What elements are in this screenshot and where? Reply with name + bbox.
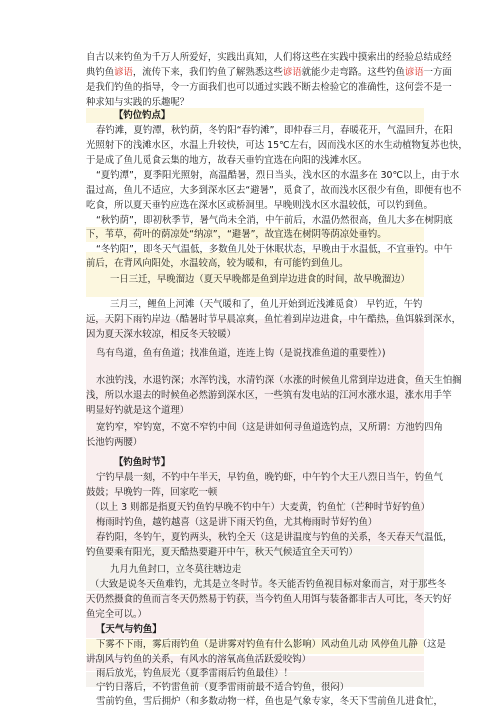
- intro-text: 典钓鱼: [86, 67, 115, 78]
- intro-line-1: 自古以来钓鱼为千万人所爱好，实践出真知，人们将这些在实践中摸索出的经验总结成经: [86, 52, 452, 63]
- section-heading-fishing-spots: 【钓位钓点】: [114, 110, 171, 121]
- paragraph-line: 明显好钓就是这个道理）: [86, 405, 190, 416]
- paragraph-line: 吃食，所以夏天垂钓应选在深水区或桥洞里。早晚则浅水区水温较低，可以钓到鱼。: [86, 200, 433, 211]
- paragraph-line: “秋钓荫”，即初秋季节，暑气尚未全消，中午前后，水温仍然很高，鱼儿大多在树阴底: [96, 215, 453, 226]
- paragraph-line: 九月九鱼封口，立冬莫往塘边走: [110, 564, 242, 575]
- paragraph-line: 浅，所以水退去的时候鱼必然游到深水区，一些筑有发电站的江河水涨水退，涨水用手竿: [86, 390, 452, 401]
- intro-text: 就能少走弯路。这些钓鱼: [301, 67, 405, 78]
- section-heading-weather-and-fishing: 【天气与钓鱼】: [96, 624, 162, 635]
- paragraph-line: 水浊钓浅，水退钓深；水浑钓浅，水清钓深（水涨的时候鱼儿常到岸边进食，鱼天生怕搁: [96, 375, 462, 386]
- paragraph-line: 雪前钓鱼，雪后拥炉（和多数动物一样，鱼也是气象专家，冬天下雪前鱼儿进食忙，: [96, 696, 443, 707]
- paragraph-line: “夏钓潭”，夏季阳光照射，高温酷暑，烈日当头，浅水区的水温多在 30℃以上，由于水: [96, 170, 460, 181]
- paragraph-line: 下，苇草，荷叶的荫凉处“纳凉”，“避暑”，故宜选在树阴等荫凉处垂钓。: [86, 229, 387, 240]
- intro-text: 一方面: [423, 67, 452, 78]
- paragraph-line: 光照射下的浅滩水区，水温上升较快，可达 15℃左右，因而浅水区的水生动植物复苏也快，: [86, 140, 468, 151]
- paragraph-line: 春钓滩，夏钓潭，秋钓荫，冬钓阳“春钓滩”，即仲春三月，春暖花开，气温回升，在阳: [96, 125, 453, 136]
- proverb-keyword: 谚语: [404, 67, 424, 78]
- paragraph-line: 因为夏天深水较凉，相反冬天较暖）: [86, 329, 237, 340]
- paragraph-line: 讲刮风与钓鱼的关系，有风水的溶氧高鱼活跃爱咬钩）: [86, 654, 312, 665]
- intro-line-2: [86, 65, 452, 80]
- paragraph-line: 下雾不下雨，雾后雨钓鱼（是讲雾对钓鱼有什么影响）风动鱼儿动 风停鱼儿静（这是: [96, 639, 446, 650]
- paragraph-line: 春钓阳，冬钓午，夏钓两头，秋钓全天（这是讲温度与钓鱼的关系，冬天春天气温低，: [96, 532, 453, 543]
- paragraph-line: 鱼完全可以。）: [86, 609, 147, 620]
- paragraph-line: （大致是说冬天鱼难钓，尤其是立冬时节。冬天能否钓鱼视目标对象而言，对于那些冬: [90, 579, 447, 590]
- paragraph-line: 宁钓日落后，不钓雷鱼前（夏季雷雨前最不适合钓鱼，很闷）: [96, 682, 350, 693]
- paragraph-line: 梅雨时钓鱼，越钓越喜（这是讲下雨天钓鱼，尤其梅雨时节好钓鱼）: [96, 517, 378, 528]
- paragraph-line: （以上 3 则都是指夏天钓鱼钓早晚不钓中午）大麦黄，钓鱼忙（芒种时节好钓鱼）: [90, 502, 431, 513]
- paragraph-line: 天仍然摄食的鱼而言冬天仍然易于钓获，当今钓鱼人用饵与装备都非古人可比，冬天钓好: [86, 594, 452, 605]
- intro-text: ，流传下来，我们钓鱼了解熟悉这些: [132, 67, 283, 78]
- paragraph-line: 雨后放光，钓鱼辰光（夏季雷雨后钓鱼最佳）！: [96, 668, 293, 679]
- paragraph-line: 宁钓早晨一刻，不钓中午半天，早钓鱼，晚钓虾，中午钓个大王八烈日当午，钓鱼气: [96, 472, 443, 483]
- intro-line-3: 是我们钓鱼的指导，令一方面我们也可以通过实践不断去检验它的准确性，这何尝不是一: [86, 82, 452, 93]
- paragraph-line: 前后，在背风向阳处，水温较高，较为暖和，有可能钓到鱼儿。: [86, 258, 349, 269]
- paragraph-line: 一日三迁，早晚溜边（夏天早晚都是鱼到岸边进食的时间，故早晚溜边）: [110, 274, 411, 285]
- proverb-keyword: 谚语: [282, 67, 302, 78]
- paragraph-line: 三月三，鲤鱼上河滩（天气暖和了，鱼儿开始到近浅滩觅食） 早钓近，午钓: [110, 299, 423, 310]
- paragraph-line: 温过高，鱼儿不适应，大多到深水区去“避暑”，觅食了，故而浅水区很少有鱼，即便有也不: [86, 185, 462, 196]
- paragraph-line: 远，天阴下雨钓岸边（酷暑时节早晨凉爽，鱼忙着到岸边进食，中午酷热，鱼饵躲到深水，: [86, 314, 462, 325]
- intro-line-4: 种求知与实践的乐趣呢？: [86, 97, 190, 108]
- paragraph-line: 宽钓窄，窄钓宽，不宽不窄钓中间（这是讲如何寻鱼道选钓点，又所谓：方池钓四角: [96, 422, 443, 433]
- section-heading-fishing-seasons: 【钓鱼时节】: [114, 457, 171, 468]
- paragraph-line: 钓鱼要乘有阳光，夏天酷热要避开中午，秋天气候适宜全天可钓）: [86, 547, 358, 558]
- paragraph-line: 长池钓两腰）: [86, 437, 143, 448]
- paragraph-line: “冬钓阳”，即冬天气温低，多数鱼儿处于休眠状态，早晚由于水温低，不宜垂钓。中午: [96, 244, 453, 255]
- proverb-keyword: 谚语: [114, 67, 133, 78]
- paragraph-line: 鼓鼓；早晚钓一阵，回家吃一顿: [86, 487, 218, 498]
- paragraph-line: 于是成了鱼儿觅食云集的地方，故春天垂钓宜选在向阳的浅滩水区。: [86, 155, 368, 166]
- paragraph-line: 鸟有鸟道，鱼有鱼道；找准鱼道，连连上钩（是说找准鱼道的重要性）): [96, 348, 386, 359]
